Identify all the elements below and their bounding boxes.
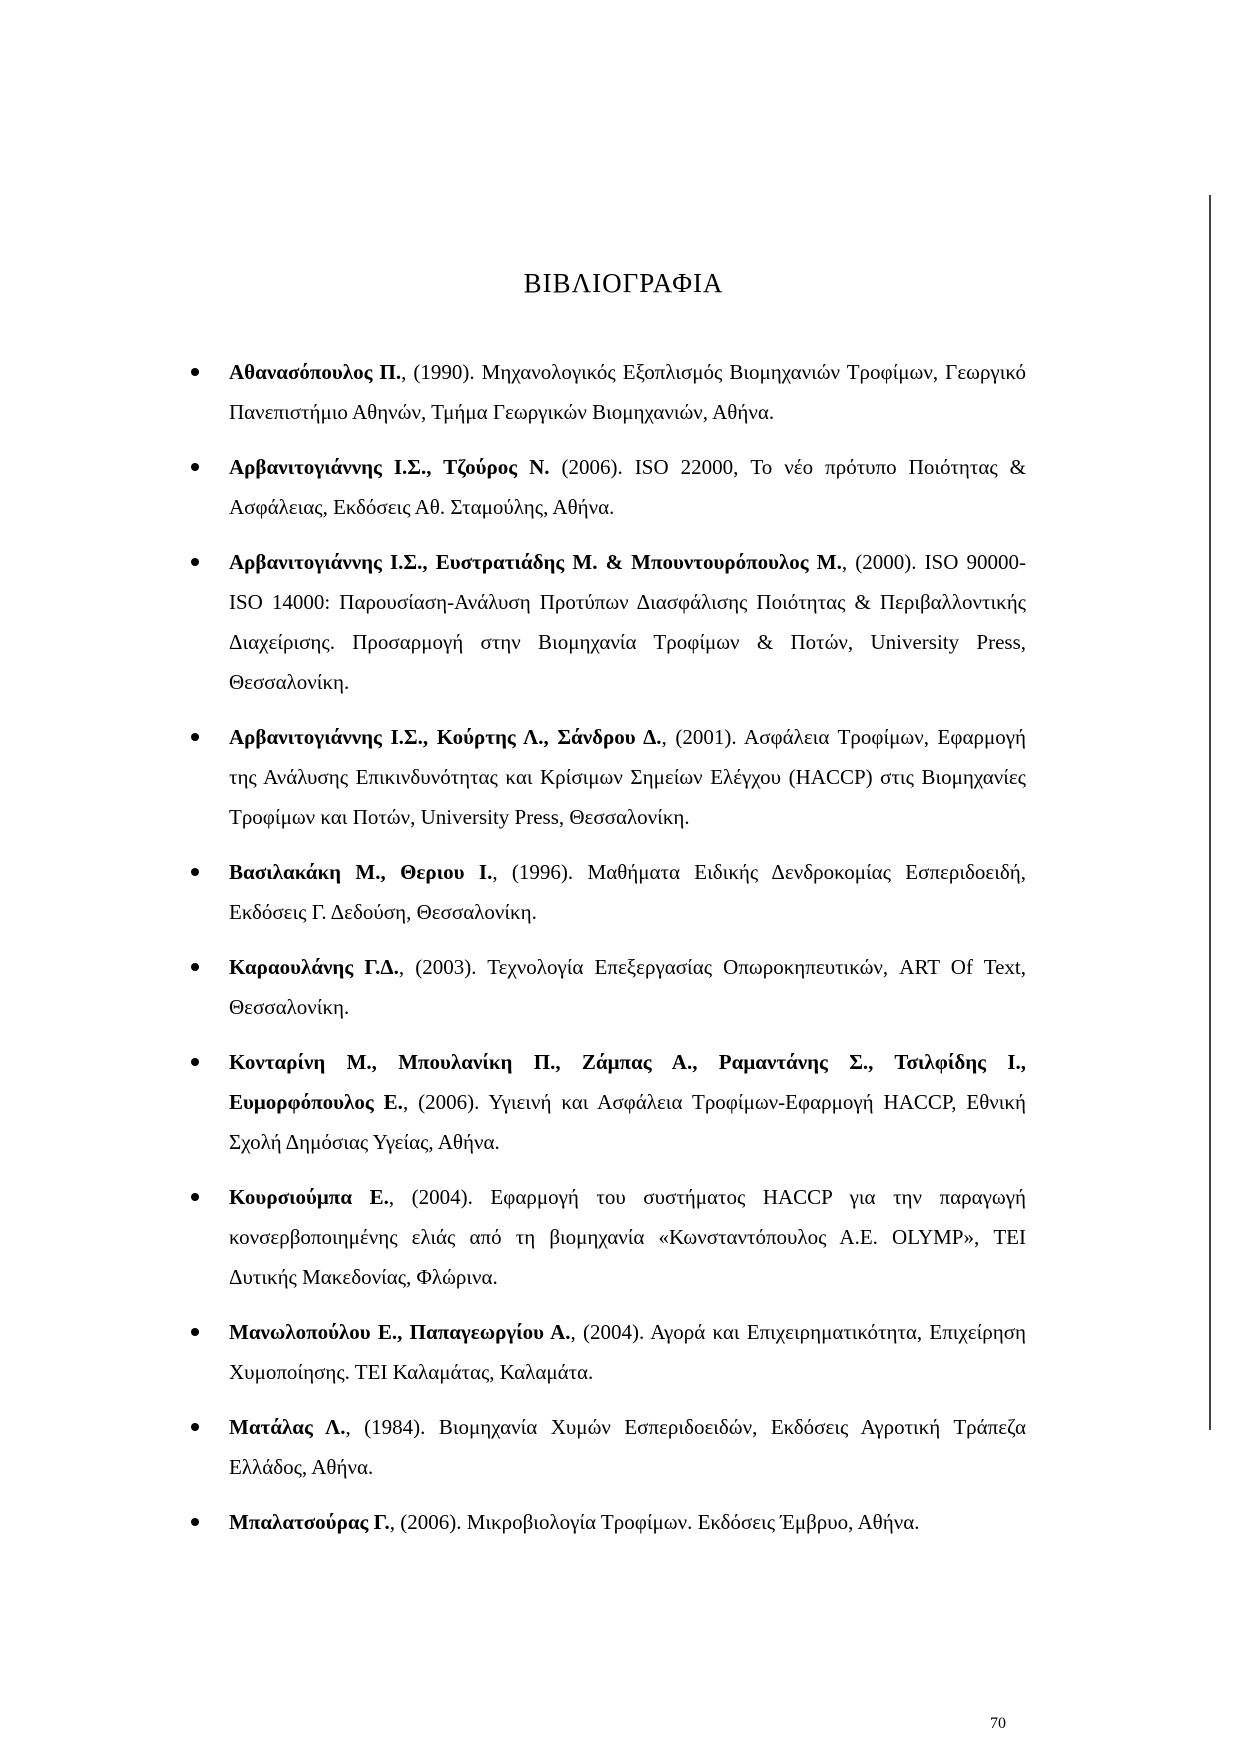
reference-authors: Αρβανιτογιάννης Ι.Σ., Ευστρατιάδης Μ. & Μπουντουρόπουλος Μ. (229, 550, 842, 574)
reference-details: , (2006). Μικροβιολογία Τροφίμων. Εκδόσεις Έμβρυο, Αθήνα. (389, 1510, 920, 1534)
bullet-icon (191, 1058, 199, 1066)
bullet-icon (191, 368, 199, 376)
reference-details: , (2003). Τεχνολογία Επεξεργασίας Οπωροκηπευτικών, ART Of Text, Θεσσαλονίκη. (229, 955, 1026, 1019)
reference-authors: Κονταρίνη Μ., Μπουλανίκη Π., Ζάμπας Α., Ραμαντάνης Σ., Τσιλφίδης Ι., Ευμορφόπουλος Ε. (229, 1050, 1026, 1114)
reference-details: (2006). ISO 22000, Το νέο πρότυπο Ποιότητας & Ασφάλειας, Εκδόσεις Αθ. Σταμούλης, Αθήνα. (229, 455, 1026, 519)
reference-item (181, 447, 1026, 527)
scan-edge-line-lower (1209, 1362, 1211, 1424)
reference-details: , (1996). Μαθήματα Ειδικής Δενδροκομίας Εσπεριδοειδή, Εκδόσεις Γ. Δεδούση, Θεσσαλονίκη. (229, 860, 1026, 924)
reference-authors: Καραουλάνης Γ.Δ. (229, 955, 399, 979)
reference-item (181, 1042, 1026, 1162)
bullet-icon (191, 1423, 199, 1431)
reference-details: , (1984). Βιομηχανία Χυμών Εσπεριδοειδών, Εκδόσεις Αγροτική Τράπεζα Ελλάδος, Αθήνα. (229, 1415, 1026, 1479)
bullet-icon (191, 1193, 199, 1201)
reference-list (181, 352, 1026, 1557)
bullet-icon (191, 1328, 199, 1336)
reference-item (181, 1177, 1026, 1297)
reference-details: , (2004). Αγορά και Επιχειρηματικότητα, Επιχείρηση Χυμοποίησης. ΤΕΙ Καλαμάτας, Καλαμάτα. (229, 1320, 1026, 1384)
reference-authors: Μπαλατσούρας Γ. (229, 1510, 390, 1534)
reference-authors: Αθανασόπουλος Π. (229, 360, 402, 384)
page-title: ΒΙΒΛΙΟΓΡΑΦΙΑ (523, 268, 724, 298)
reference-item (181, 717, 1026, 837)
reference-authors: Βασιλακάκη Μ., Θεριου Ι. (229, 860, 493, 884)
bullet-icon (191, 868, 199, 876)
reference-item (181, 1502, 1026, 1542)
reference-details: , (2004). Εφαρμογή του συστήματος HACCP για την παραγωγή κονσερβοποιημένης ελιάς από τη βιομηχανία «Κωνσταντόπουλος Α.Ε. OLYMP», ΤΕΙ Δυτικής Μακεδονίας, Φλώρινα. (229, 1185, 1026, 1289)
reference-details: , (2006). Υγιεινή και Ασφάλεια Τροφίμων-Εφαρμογή HACCP, Εθνική Σχολή Δημόσιας Υγείας, Αθήνα. (229, 1090, 1026, 1154)
reference-item (181, 1407, 1026, 1487)
reference-item (181, 352, 1026, 432)
reference-details: , (1990). Μηχανολογικός Εξοπλισμός Βιομηχανιών Τροφίμων, Γεωργικό Πανεπιστήμιο Αθηνών, Τμήμα Γεωργικών Βιομηχανιών, Αθήνα. (229, 360, 1026, 424)
reference-details: , (2001). Ασφάλεια Τροφίμων, Εφαρμογή της Ανάλυσης Επικινδυνότητας και Κρίσιμων Σημείων Ελέγχου (HACCP) στις Βιομηχανίες Τροφίμων και Ποτών, University Press, Θεσσαλονίκη. (229, 725, 1026, 829)
page-number: 70 (990, 1715, 1006, 1732)
reference-authors: Μανωλοπούλου Ε., Παπαγεωργίου Α. (229, 1320, 571, 1344)
reference-details: , (2000). ISO 90000-ISO 14000: Παρουσίαση-Ανάλυση Προτύπων Διασφάλισης Ποιότητας & Περιβαλλοντικής Διαχείρισης. Προσαρμογή στην Βιομηχανία Τροφίμων & Ποτών, University Press, Θεσσαλονίκη. (229, 550, 1026, 694)
reference-item (181, 947, 1026, 1027)
bullet-icon (191, 963, 199, 971)
bullet-icon (191, 1518, 199, 1526)
bullet-icon (191, 733, 199, 741)
bullet-icon (191, 463, 199, 471)
reference-item (181, 1312, 1026, 1392)
reference-authors: Ματάλας Λ. (229, 1415, 346, 1439)
scan-edge-line (1209, 195, 1211, 1430)
reference-item (181, 852, 1026, 932)
reference-authors: Αρβανιτογιάννης Ι.Σ., Τζούρος Ν. (229, 455, 550, 479)
reference-authors: Αρβανιτογιάννης Ι.Σ., Κούρτης Λ., Σάνδρου Δ. (229, 725, 662, 749)
bullet-icon (191, 558, 199, 566)
reference-item (181, 542, 1026, 702)
reference-authors: Κουρσιούμπα Ε. (229, 1185, 389, 1209)
